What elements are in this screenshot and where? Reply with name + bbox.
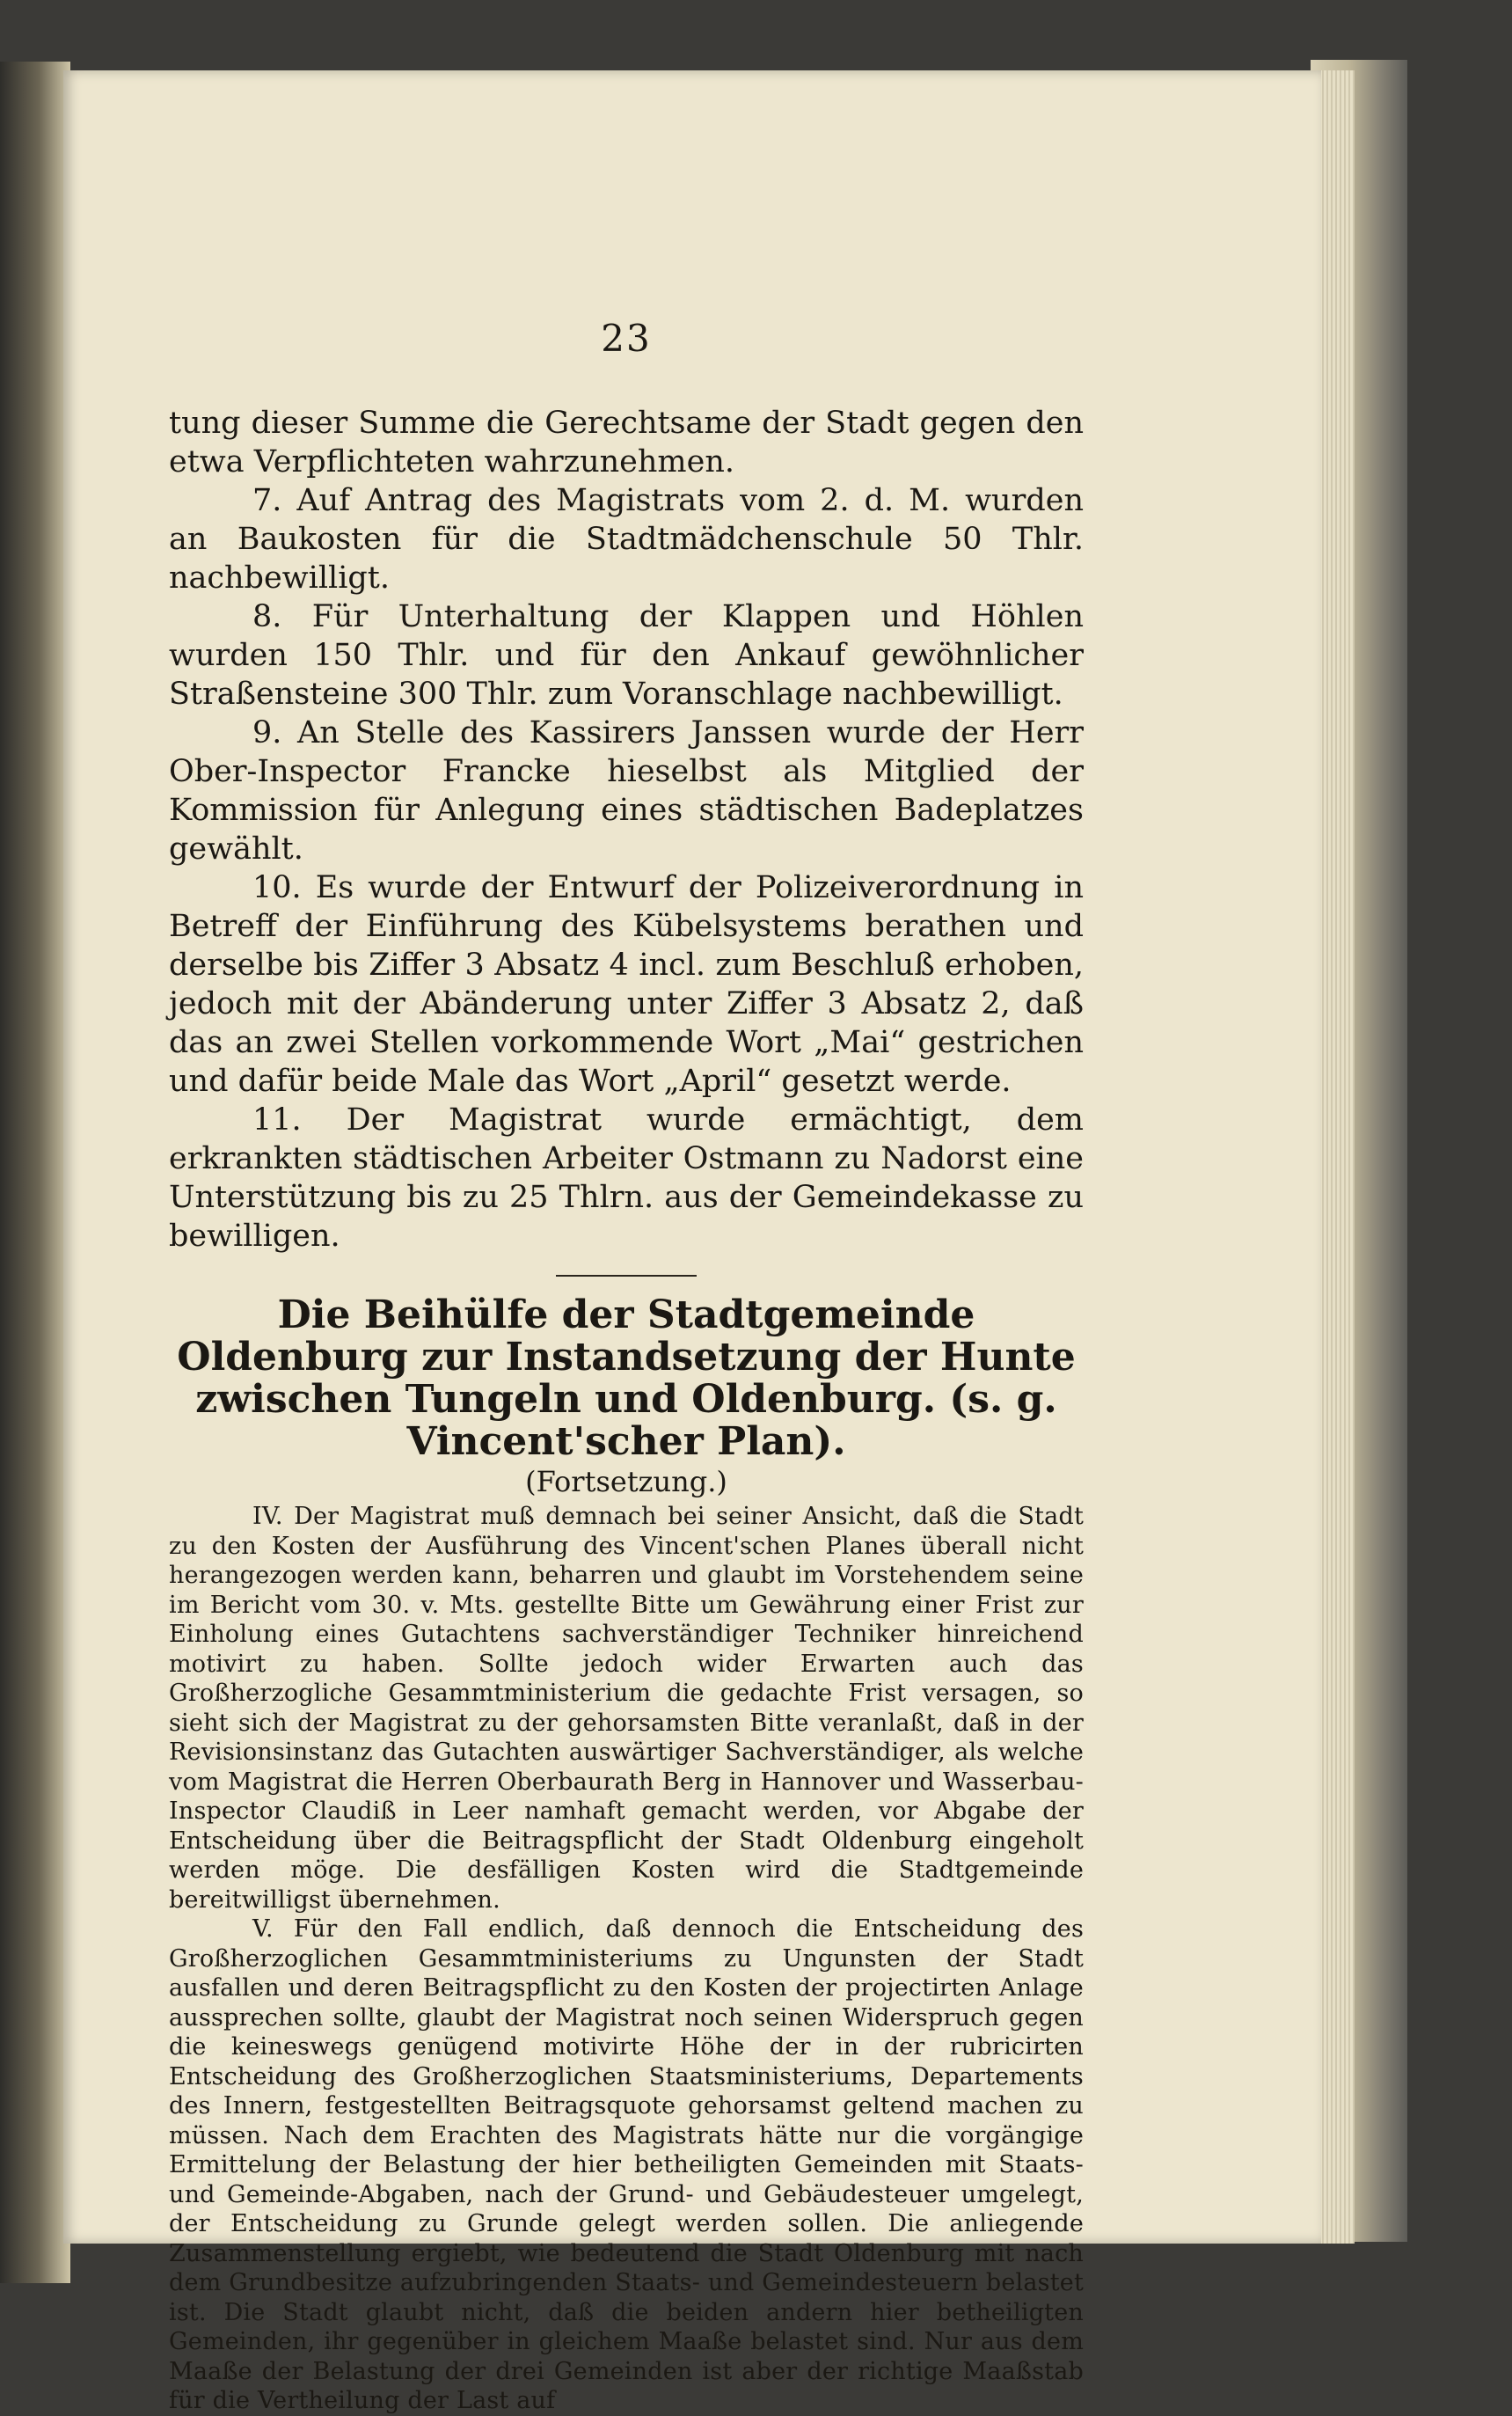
paragraph: 7. Auf Antrag des Magistrats vom 2. d. M. wurden an Baukosten für die Stadtmädchenschule 50 Thlr. nachbewilligt. — [169, 483, 1084, 596]
section-subheading: (Fortsetzung.) — [525, 1465, 727, 1498]
section-divider — [556, 1275, 697, 1277]
section-heading: Die Beihülfe der Stadtgemeinde Oldenburg zur Instandsetzung der Hunte zwischen Tungeln und Oldenburg. (s. g. Vincent'scher Plan). — [177, 1292, 1076, 1464]
small-paragraph: V. Für den Fall endlich, daß dennoch die Entscheidung des Großherzoglichen Gesammtministeriums zu Ungunsten der Stadt ausfallen und deren Beitragspflicht zu den Kosten der projectirten Anlage aussprechen sollte, glaubt der Magistrat noch seinen Widerspruch gegen die keineswegs genügend motivirte Höhe der in der rubricirten Entscheidung des Großherzoglichen Staatsministeriums, Departements des Innern, festgestellten Beitragsquote gehorsamst geltend machen zu müssen. Nach dem Erachten des Magistrats hätte nur die vorgängige Ermittelung der Belastung der hier betheiligten Gemeinden mit Staats- und Gemeinde-Abgaben, nach der Grund- und Gebäudesteuer umgelegt, der Entscheidung zu Grunde gelegt werden sollen. Die anliegende Zusammenstellung ergiebt, wie bedeutend die Stadt Oldenburg mit nach dem Grundbesitze aufzubringenden Staats- und Gemeindesteuern belastet ist. Die Stadt glaubt nicht, daß die beiden andern hier betheiligten Gemeinden, ihr gegenüber in gleichem Maaße belastet sind. Nur aus dem Maaße der Belastung der drei Gemeinden ist aber der richtige Maaßstab für die Vertheilung der Last auf — [169, 1915, 1084, 2414]
paragraph: 9. An Stelle des Kassirers Janssen wurde der Herr Ober-Inspector Francke hieselbst als Mitglied der Kommission für Anlegung eines städtischen Badeplatzes gewählt. — [169, 715, 1084, 867]
page-content — [169, 290, 1084, 2416]
paragraph: 11. Der Magistrat wurde ermächtigt, dem erkrankten städtischen Arbeiter Ostmann zu Nadorst eine Unterstützung bis zu 25 Thlrn. aus der Gemeindekasse zu bewilligen. — [169, 1102, 1084, 1254]
paragraph: 8. Für Unterhaltung der Klappen und Höhlen wurden 150 Thlr. und für den Ankauf gewöhnlicher Straßensteine 300 Thlr. zum Voranschlage nachbewilligt. — [169, 599, 1084, 712]
small-paragraph: IV. Der Magistrat muß demnach bei seiner Ansicht, daß die Stadt zu den Kosten der Ausführung des Vincent'schen Planes überall nicht herangezogen werden kann, beharren und glaubt im Vorstehendem seine im Bericht vom 30. v. Mts. gestellte Bitte um Gewährung einer Frist zur Einholung eines Gutachtens sachverständiger Techniker hinreichend motivirt zu haben. Sollte jedoch wider Erwarten auch das Großherzogliche Gesammtministerium die gedachte Frist versagen, so sieht sich der Magistrat zu der gehorsamsten Bitte veranlaßt, daß in der Revisionsinstanz das Gutachten auswärtiger Sachverständiger, als welche vom Magistrat die Herren Oberbaurath Berg in Hannover und Wasserbau-Inspector Claudiß in Leer namhaft gemacht werden, vor Abgabe der Entscheidung über die Beitragspflicht der Stadt Oldenburg eingeholt werden möge. Die desfälligen Kosten wird die Stadtgemeinde bereitwilligst übernehmen. — [169, 1503, 1084, 1914]
page-number: 23 — [601, 317, 652, 360]
paragraph: tung dieser Summe die Gerechtsame der Stadt gegen den etwa Verpflichteten wahrzunehmen. — [169, 406, 1084, 480]
book-spine-left — [0, 62, 70, 2283]
paragraph: 10. Es wurde der Entwurf der Polizeiverordnung in Betreff der Einführung des Kübelsystems berathen und derselbe bis Ziffer 3 Absatz 4 incl. zum Beschluß erhoben, jedoch mit der Abänderung unter Ziffer 3 Absatz 2, daß das an zwei Stellen vorkommende Wort „Mai“ gestrichen und dafür beide Male das Wort „April“ gesetzt werde. — [169, 870, 1084, 1099]
